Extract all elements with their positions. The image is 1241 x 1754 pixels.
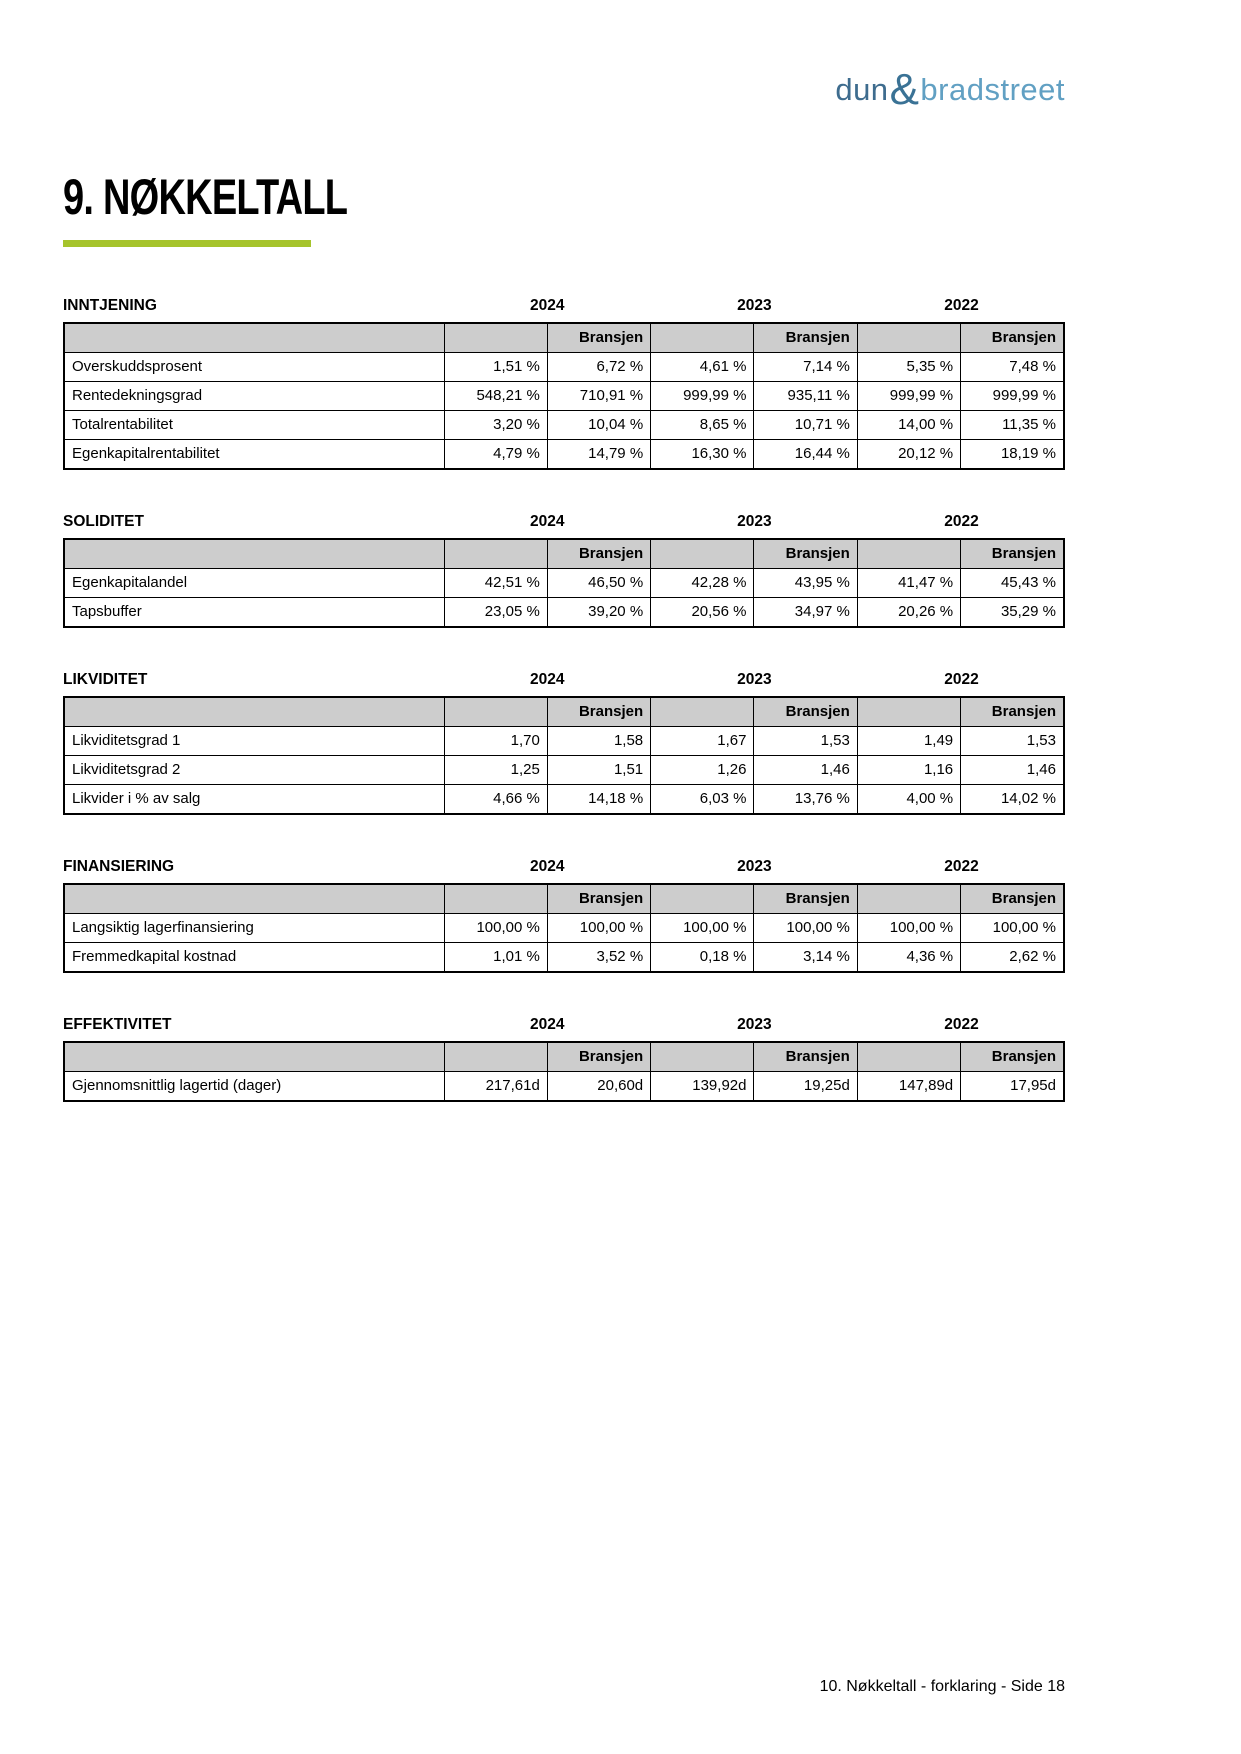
header-spacer-cell — [64, 539, 444, 569]
header-empty-cell — [651, 539, 754, 569]
year-label: 2022 — [944, 297, 979, 314]
bransjen-header-cell: Bransjen — [754, 323, 857, 353]
value-cell: 100,00 % — [547, 914, 650, 943]
row-label: Totalrentabilitet — [64, 411, 444, 440]
table-header-row — [64, 697, 1064, 727]
value-cell: 4,00 % — [857, 785, 960, 815]
table-finansiering — [63, 883, 1065, 973]
value-cell: 1,49 — [857, 727, 960, 756]
table-soliditet — [63, 538, 1065, 628]
header-empty-cell — [857, 323, 960, 353]
row-label: Tapsbuffer — [64, 598, 444, 628]
value-cell: 43,95 % — [754, 569, 857, 598]
bransjen-header-cell: Bransjen — [547, 697, 650, 727]
header-spacer-cell — [64, 697, 444, 727]
value-cell: 3,20 % — [444, 411, 547, 440]
value-cell: 548,21 % — [444, 382, 547, 411]
value-cell: 1,51 % — [444, 353, 547, 382]
bransjen-header-cell: Bransjen — [961, 697, 1064, 727]
value-cell: 17,95d — [961, 1072, 1064, 1102]
value-cell: 1,16 — [857, 756, 960, 785]
row-label: Fremmedkapital kostnad — [64, 943, 444, 973]
page-content — [63, 0, 1065, 1145]
accent-bar — [63, 240, 311, 247]
value-cell: 2,62 % — [961, 943, 1064, 973]
page-footer: 10. Nøkkeltall - forklaring - Side 18 — [819, 1678, 1065, 1695]
section-title: INNTJENING — [63, 297, 157, 314]
bransjen-header-cell: Bransjen — [754, 1042, 857, 1072]
value-cell: 20,60d — [547, 1072, 650, 1102]
section-header-effektivitet — [63, 1016, 1065, 1034]
table-row — [64, 756, 1064, 785]
table-row — [64, 598, 1064, 628]
value-cell: 14,79 % — [547, 440, 650, 470]
table-header-row — [64, 323, 1064, 353]
value-cell: 3,52 % — [547, 943, 650, 973]
year-label: 2024 — [530, 513, 565, 530]
value-cell: 100,00 % — [444, 914, 547, 943]
row-label: Egenkapitalandel — [64, 569, 444, 598]
header-empty-cell — [651, 1042, 754, 1072]
header-empty-cell — [857, 539, 960, 569]
year-label: 2024 — [530, 297, 565, 314]
value-cell: 42,28 % — [651, 569, 754, 598]
value-cell: 999,99 % — [961, 382, 1064, 411]
bransjen-header-cell: Bransjen — [961, 323, 1064, 353]
value-cell: 4,61 % — [651, 353, 754, 382]
table-inntjening — [63, 322, 1065, 470]
value-cell: 41,47 % — [857, 569, 960, 598]
value-cell: 11,35 % — [961, 411, 1064, 440]
bransjen-header-cell: Bransjen — [547, 884, 650, 914]
header-empty-cell — [857, 884, 960, 914]
value-cell: 34,97 % — [754, 598, 857, 628]
table-row — [64, 569, 1064, 598]
value-cell: 217,61d — [444, 1072, 547, 1102]
value-cell: 100,00 % — [651, 914, 754, 943]
bransjen-header-cell: Bransjen — [754, 884, 857, 914]
value-cell: 14,02 % — [961, 785, 1064, 815]
value-cell: 1,58 — [547, 727, 650, 756]
value-cell: 1,53 — [754, 727, 857, 756]
table-row — [64, 382, 1064, 411]
section-effektivitet — [63, 1016, 1065, 1102]
header-spacer-cell — [64, 1042, 444, 1072]
value-cell: 1,67 — [651, 727, 754, 756]
row-label: Likvider i % av salg — [64, 785, 444, 815]
value-cell: 16,30 % — [651, 440, 754, 470]
section-likviditet — [63, 671, 1065, 815]
value-cell: 7,14 % — [754, 353, 857, 382]
section-title: LIKVIDITET — [63, 671, 148, 688]
value-cell: 5,35 % — [857, 353, 960, 382]
bransjen-header-cell: Bransjen — [547, 539, 650, 569]
value-cell: 20,12 % — [857, 440, 960, 470]
page-title: 9. NØKKELTALL — [63, 169, 348, 225]
year-label: 2024 — [530, 858, 565, 875]
section-title: EFFEKTIVITET — [63, 1016, 172, 1033]
header-empty-cell — [444, 697, 547, 727]
value-cell: 7,48 % — [961, 353, 1064, 382]
section-header-inntjening — [63, 297, 1065, 315]
value-cell: 19,25d — [754, 1072, 857, 1102]
section-header-finansiering — [63, 858, 1065, 876]
bransjen-header-cell: Bransjen — [754, 697, 857, 727]
header-empty-cell — [857, 697, 960, 727]
bransjen-header-cell: Bransjen — [547, 1042, 650, 1072]
value-cell: 10,04 % — [547, 411, 650, 440]
section-inntjening — [63, 297, 1065, 470]
section-title: SOLIDITET — [63, 513, 144, 530]
key-figures-sections — [63, 297, 1065, 1102]
row-label: Likviditetsgrad 2 — [64, 756, 444, 785]
year-label: 2023 — [737, 297, 772, 314]
year-label: 2024 — [530, 1016, 565, 1033]
value-cell: 1,26 — [651, 756, 754, 785]
value-cell: 13,76 % — [754, 785, 857, 815]
bransjen-header-cell: Bransjen — [961, 884, 1064, 914]
value-cell: 16,44 % — [754, 440, 857, 470]
value-cell: 6,72 % — [547, 353, 650, 382]
header-empty-cell — [444, 323, 547, 353]
row-label: Gjennomsnittlig lagertid (dager) — [64, 1072, 444, 1102]
header-empty-cell — [444, 539, 547, 569]
header-spacer-cell — [64, 323, 444, 353]
value-cell: 100,00 % — [961, 914, 1064, 943]
year-label: 2022 — [944, 1016, 979, 1033]
value-cell: 999,99 % — [857, 382, 960, 411]
year-label: 2023 — [737, 513, 772, 530]
year-label: 2022 — [944, 513, 979, 530]
value-cell: 1,51 — [547, 756, 650, 785]
value-cell: 1,46 — [961, 756, 1064, 785]
value-cell: 23,05 % — [444, 598, 547, 628]
table-row — [64, 353, 1064, 382]
value-cell: 1,25 — [444, 756, 547, 785]
value-cell: 14,18 % — [547, 785, 650, 815]
value-cell: 4,66 % — [444, 785, 547, 815]
table-row — [64, 785, 1064, 815]
value-cell: 4,36 % — [857, 943, 960, 973]
value-cell: 10,71 % — [754, 411, 857, 440]
value-cell: 20,56 % — [651, 598, 754, 628]
value-cell: 100,00 % — [754, 914, 857, 943]
table-header-row — [64, 884, 1064, 914]
table-header-row — [64, 1042, 1064, 1072]
table-header-row — [64, 539, 1064, 569]
table-row — [64, 1072, 1064, 1102]
value-cell: 139,92d — [651, 1072, 754, 1102]
year-label: 2023 — [737, 671, 772, 688]
section-finansiering — [63, 858, 1065, 973]
value-cell: 935,11 % — [754, 382, 857, 411]
value-cell: 710,91 % — [547, 382, 650, 411]
logo-bradstreet: bradstreet — [920, 72, 1065, 107]
table-row — [64, 943, 1064, 973]
row-label: Langsiktig lagerfinansiering — [64, 914, 444, 943]
value-cell: 1,46 — [754, 756, 857, 785]
bransjen-header-cell: Bransjen — [961, 539, 1064, 569]
section-title: FINANSIERING — [63, 858, 175, 875]
row-label: Likviditetsgrad 1 — [64, 727, 444, 756]
bransjen-header-cell: Bransjen — [547, 323, 650, 353]
header-empty-cell — [651, 323, 754, 353]
value-cell: 999,99 % — [651, 382, 754, 411]
value-cell: 20,26 % — [857, 598, 960, 628]
value-cell: 39,20 % — [547, 598, 650, 628]
value-cell: 1,53 — [961, 727, 1064, 756]
value-cell: 45,43 % — [961, 569, 1064, 598]
table-row — [64, 440, 1064, 470]
header-empty-cell — [857, 1042, 960, 1072]
value-cell: 14,00 % — [857, 411, 960, 440]
value-cell: 35,29 % — [961, 598, 1064, 628]
year-label: 2023 — [737, 858, 772, 875]
table-row — [64, 411, 1064, 440]
value-cell: 8,65 % — [651, 411, 754, 440]
table-effektivitet — [63, 1041, 1065, 1102]
logo-ampersand-icon: & — [889, 65, 920, 114]
section-header-likviditet — [63, 671, 1065, 689]
year-label: 2023 — [737, 1016, 772, 1033]
header-empty-cell — [651, 697, 754, 727]
header-empty-cell — [444, 884, 547, 914]
section-soliditet — [63, 513, 1065, 628]
value-cell: 1,70 — [444, 727, 547, 756]
table-likviditet — [63, 696, 1065, 815]
value-cell: 3,14 % — [754, 943, 857, 973]
row-label: Rentedekningsgrad — [64, 382, 444, 411]
value-cell: 6,03 % — [651, 785, 754, 815]
table-row — [64, 727, 1064, 756]
value-cell: 42,51 % — [444, 569, 547, 598]
year-label: 2024 — [530, 671, 565, 688]
value-cell: 147,89d — [857, 1072, 960, 1102]
year-label: 2022 — [944, 671, 979, 688]
section-header-soliditet — [63, 513, 1065, 531]
dun-and-bradstreet-logo — [63, 65, 1065, 114]
header-empty-cell — [651, 884, 754, 914]
bransjen-header-cell: Bransjen — [961, 1042, 1064, 1072]
value-cell: 46,50 % — [547, 569, 650, 598]
value-cell: 4,79 % — [444, 440, 547, 470]
year-label: 2022 — [944, 858, 979, 875]
value-cell: 100,00 % — [857, 914, 960, 943]
bransjen-header-cell: Bransjen — [754, 539, 857, 569]
row-label: Overskuddsprosent — [64, 353, 444, 382]
value-cell: 1,01 % — [444, 943, 547, 973]
row-label: Egenkapitalrentabilitet — [64, 440, 444, 470]
header-empty-cell — [444, 1042, 547, 1072]
table-row — [64, 914, 1064, 943]
logo-dun: dun — [835, 72, 889, 107]
value-cell: 0,18 % — [651, 943, 754, 973]
header-spacer-cell — [64, 884, 444, 914]
value-cell: 18,19 % — [961, 440, 1064, 470]
